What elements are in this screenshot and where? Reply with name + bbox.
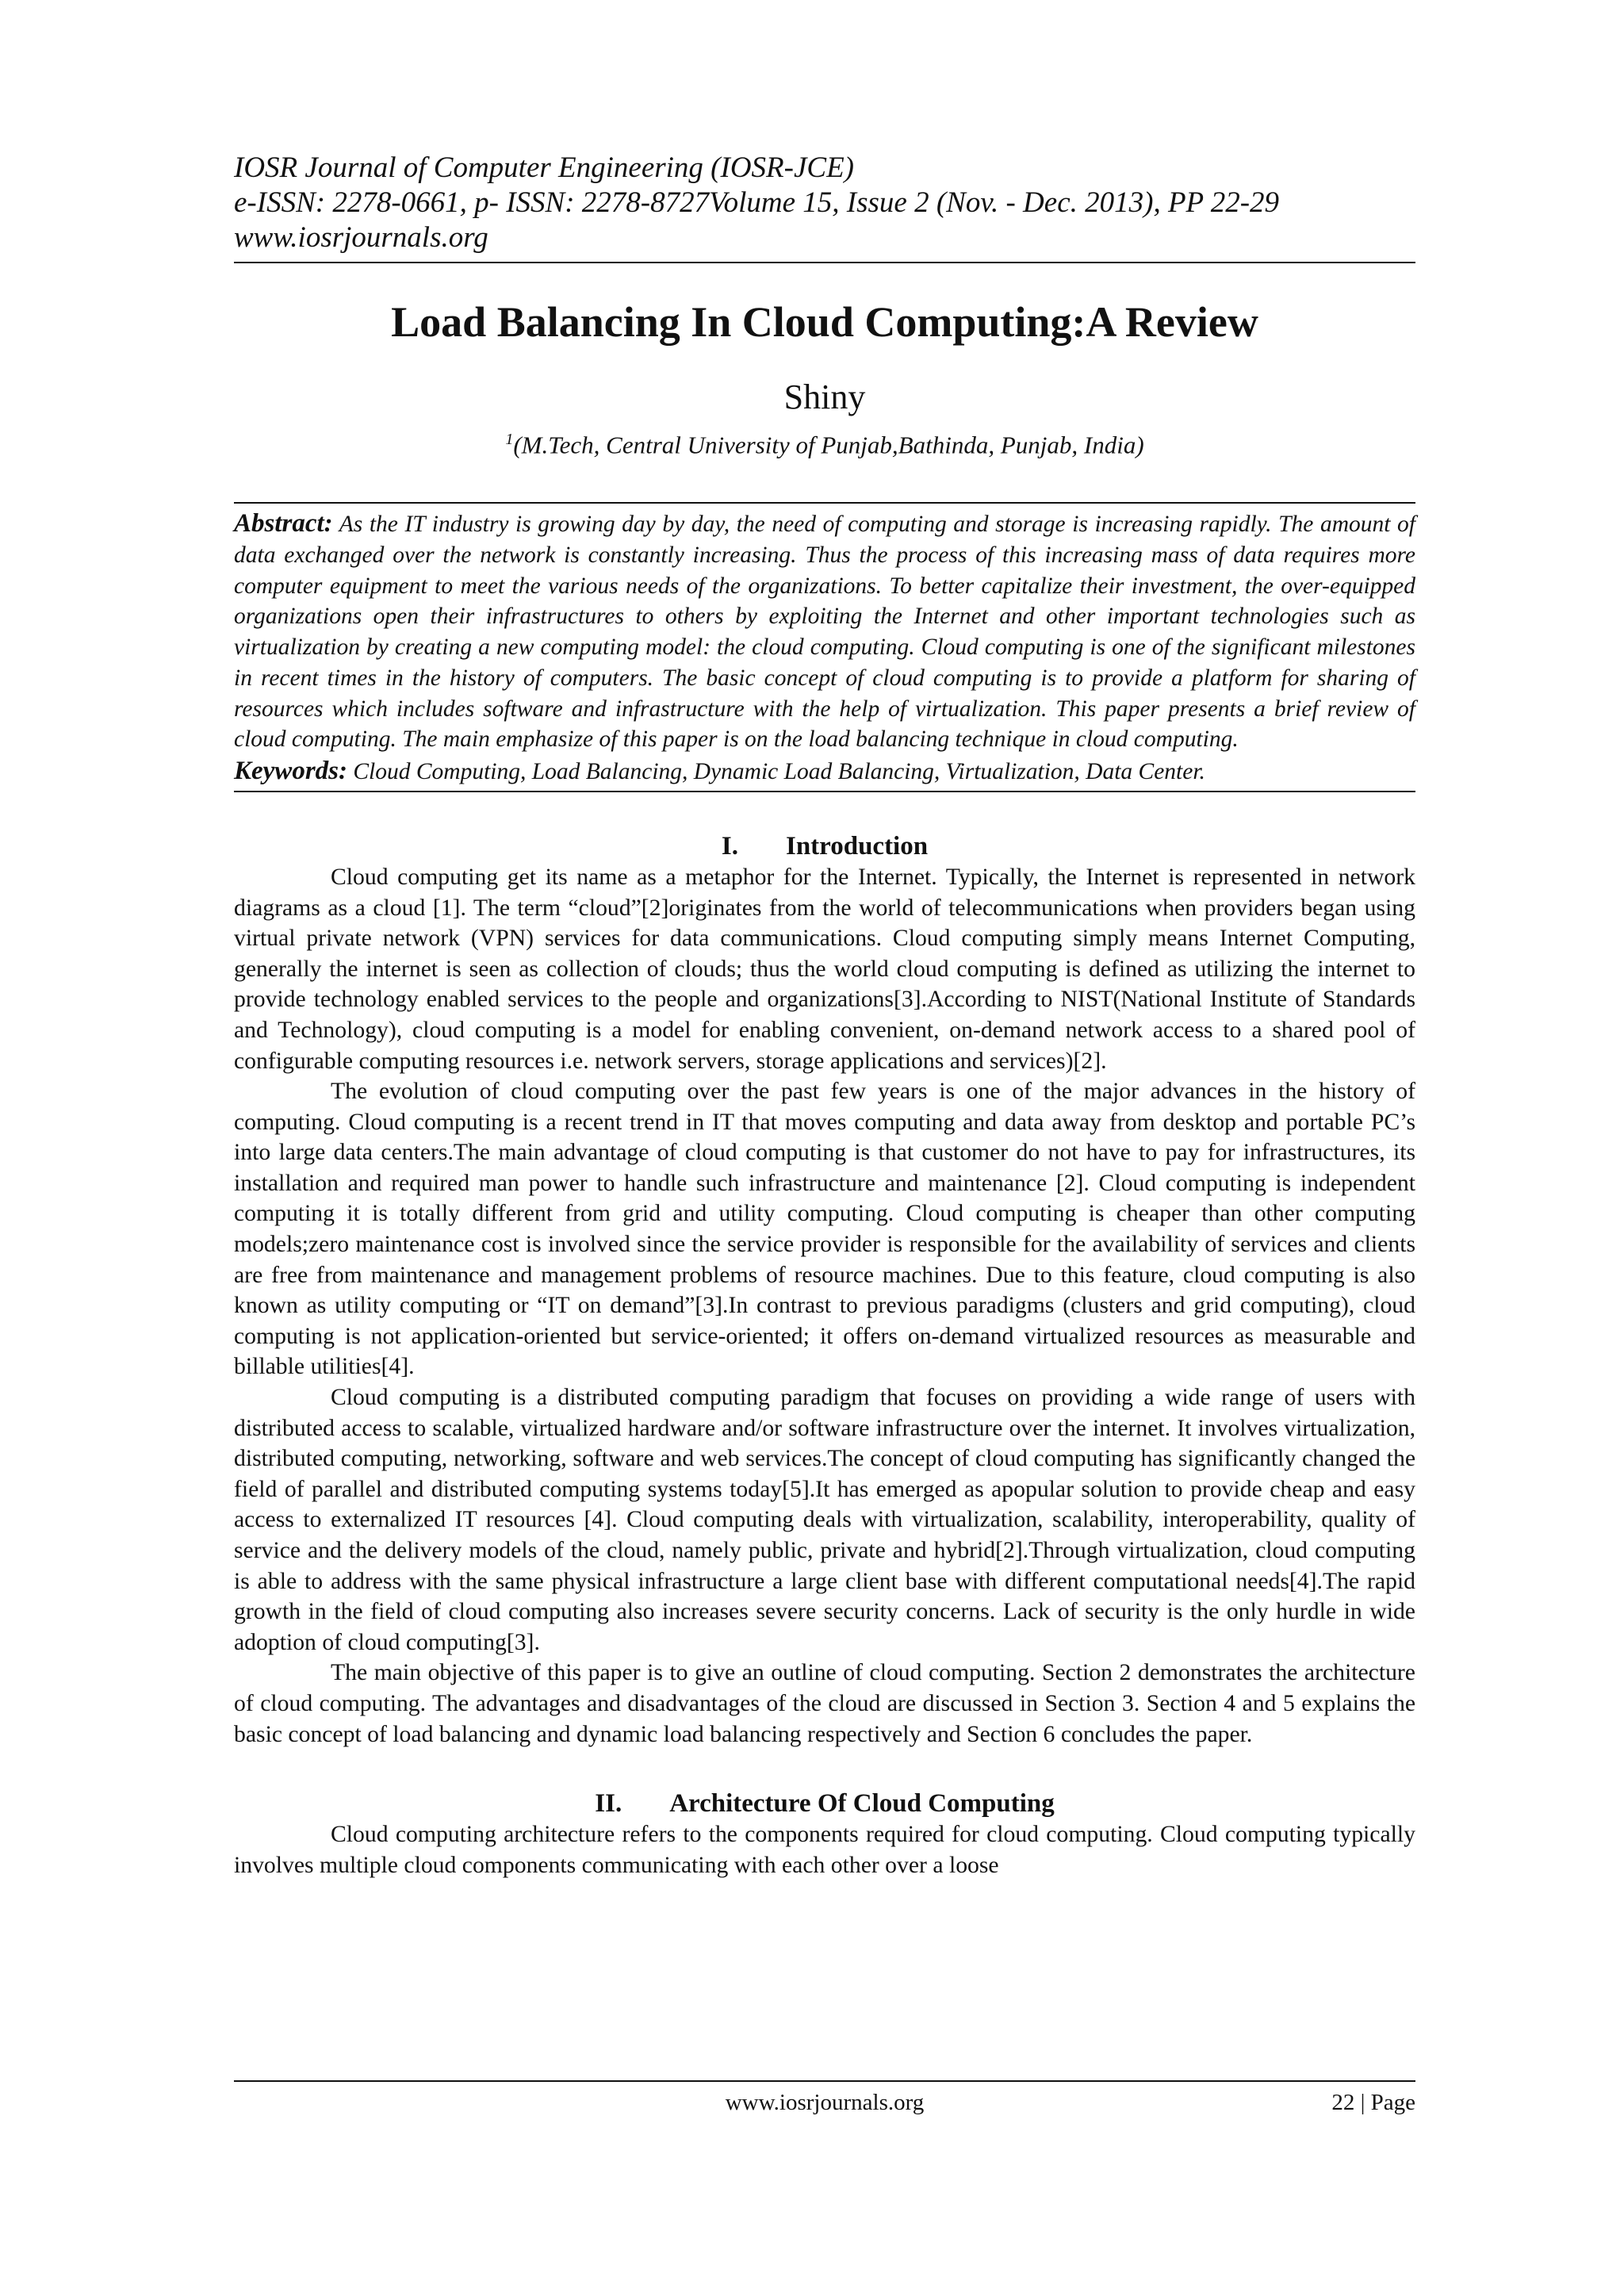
keywords [234, 755, 1415, 788]
page-footer [234, 2080, 1415, 2115]
footer-website: www.iosrjournals.org [725, 2090, 925, 2115]
author-name: Shiny [783, 378, 866, 416]
journal-header [234, 151, 1415, 255]
affiliation-text: (M.Tech, Central University of Punjab,Bathinda, Punjab, India) [513, 431, 1144, 459]
section-number: II. [595, 1789, 622, 1819]
abstract-label: Abstract: [234, 509, 333, 539]
keywords-label: Keywords: [234, 756, 347, 785]
paper-title: Load Balancing In Cloud Computing:A Review [391, 298, 1258, 346]
journal-website: www.iosrjournals.org [234, 221, 488, 254]
paragraph: Cloud computing architecture refers to the components required for cloud computing. Cloud computing typically involves multiple cloud components communicating with each other over a loose [234, 1822, 1415, 1878]
issn-line: e-ISSN: 2278-0661, p- ISSN: 2278-8727Volume 15, Issue 2 (Nov. - Dec. 2013), PP 22-29 [234, 186, 1280, 219]
architecture-body [234, 1819, 1415, 1880]
paragraph: Cloud computing is a distributed computing paradigm that focuses on providing a wide range of users with distributed access to scalable, virtualized hardware and/or software infrastructure over the internet. It involves virtualization, distributed computing, networking, software and web services.The concept of cloud computing has significantly changed the field of parallel and distributed computing systems today[5].It has emerged as apopular solution to provide cheap and easy access to externalized IT resources [4]. Cloud computing deals with virtualization, scalability, interoperability, quality of service and the delivery models of the cloud, namely public, private and hybrid[2].Through virtualization, cloud computing is able to address with the same physical infrastructure a large client base with different computational needs[4].The rapid growth in the field of cloud computing also increases severe security concerns. Lack of security is the only hurdle in wide adoption of cloud computing[3]. [234, 1385, 1415, 1655]
section-title: Architecture Of Cloud Computing [669, 1789, 1055, 1819]
section-title: Introduction [785, 831, 929, 861]
journal-name: IOSR Journal of Computer Engineering (IOSR-JCE) [234, 151, 854, 184]
introduction-body [234, 862, 1415, 1750]
section-heading-architecture [234, 1788, 1415, 1819]
page-number: 22 | Page [1331, 2090, 1415, 2115]
affiliation-superscript: 1 [505, 431, 514, 448]
abstract-text: As the IT industry is growing day by day, the need of computing and storage is increasing rapidly. The amount of data exchanged over the network is constantly increasing. Thus the process of this increasing mass of data requires more computer equipment to meet the various needs of the organizations. To better capitalize their investment, the over-equipped organizations open their infrastructures to others by exploiting the Internet and other important technologies such as virtualization by creating a new computing model: the cloud computing. Cloud computing is one of the significant milestones in recent times in the history of computers. The basic concept of cloud computing is to provide a platform for sharing of resources which includes software and infrastructure with the help of virtualization. This paper presents a brief review of cloud computing. The main emphasize of this paper is on the load balancing technique in cloud computing. [234, 512, 1415, 753]
abstract [234, 508, 1415, 755]
paragraph: The evolution of cloud computing over the past few years is one of the major advances in the history of computing. Cloud computing is a recent trend in IT that moves computing and data away from desktop and portable PC’s into large data centers.The main advantage of cloud computing is that customer do not have to pay for infrastructures, its installation and required man power to handle such infrastructure and maintenance [2]. Cloud computing is independent computing it is totally different from grid and utility computing. Cloud computing is cheaper than other computing models;zero maintenance cost is involved since the service provider is responsible for the availability of services and clients are free from maintenance and management problems of resource machines. Due to this feature, cloud computing is also known as utility computing or “IT on demand”[3].In contrast to previous paradigms (clusters and grid computing), cloud computing is not application-oriented but service-oriented; it offers on-demand virtualized resources as measurable and billable utilities[4]. [234, 1079, 1415, 1380]
paragraph: The main objective of this paper is to give an outline of cloud computing. Section 2 demonstrates the architecture of cloud computing. The advantages and disadvantages of the cloud are discussed in Section 3. Section 4 and 5 explains the basic concept of load balancing and dynamic load balancing respectively and Section 6 concludes the paper. [234, 1660, 1415, 1747]
paper-page [234, 151, 1415, 1880]
author-affiliation [234, 424, 1415, 461]
header-rule [234, 262, 1415, 263]
section-heading-introduction [234, 830, 1415, 862]
abstract-box [234, 502, 1415, 792]
section-number: I. [721, 831, 738, 861]
keywords-text: Cloud Computing, Load Balancing, Dynamic Load Balancing, Virtualization, Data Center. [347, 758, 1205, 784]
paragraph: Cloud computing get its name as a metaphor for the Internet. Typically, the Internet is represented in network diagrams as a cloud [1]. The term “cloud”[2]originates from the world of telecommunications when providers began using virtual private network (VPN) services for data communications. Cloud computing simply means Internet Computing, generally the internet is seen as collection of clouds; thus the world cloud computing is defined as utilizing the internet to provide technology enabled services to the people and organizations[3].According to NIST(National Institute of Standards and Technology), cloud computing is a model for enabling convenient, on-demand network access to a shared pool of configurable computing resources i.e. network servers, storage applications and services)[2]. [234, 864, 1415, 1074]
